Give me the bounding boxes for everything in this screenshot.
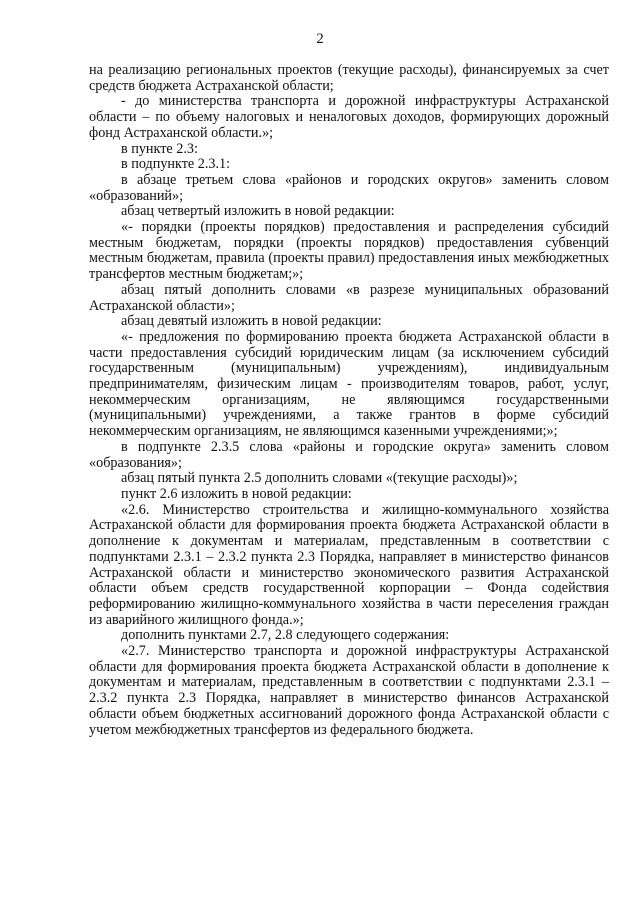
paragraph: абзац пятый дополнить словами «в разрезе муниципальных образований Астраханской области»; [89, 281, 609, 314]
paragraph: «2.7. Министерство транспорта и дорожной инфраструктуры Астраханской области для формирования проекта бюджета Астраханской области в дополнение к документам и материалам, представленным в соответствии с подпунктами 2.3.1 – 2.3.2 пункта 2.3 Порядка, направляет в министерство финансов Астраханской области объем бюджетных ассигнований дорожного фонда Астраханской области с учетом межбюджетных трансфертов из федерального бюджета. [89, 643, 609, 738]
paragraph: в пункте 2.3: [121, 140, 198, 157]
paragraph: в подпункте 2.3.5 слова «районы и городские округа» заменить словом «образования»; [89, 438, 609, 471]
paragraph: абзац четвертый изложить в новой редакции: [121, 203, 395, 220]
paragraph: «- порядки (проекты порядков) предоставления и распределения субсидий местным бюджетам, порядки (проекты порядков) предоставления субвенций местным бюджетам, правила (проекты правил) предоставления иных межбюджетных трансфертов местным бюджетам;»; [89, 219, 609, 283]
paragraph: абзац девятый изложить в новой редакции: [121, 313, 382, 330]
paragraph: на реализацию региональных проектов (текущие расходы), финансируемых за счет средств бюджета Астраханской области; [89, 62, 609, 94]
paragraph: пункт 2.6 изложить в новой редакции: [121, 485, 352, 502]
paragraph: «2.6. Министерство строительства и жилищно-коммунального хозяйства Астраханской области для формирования проекта бюджета Астраханской области в дополнение к документам и материалам, представленным в соответствии с подпунктами 2.3.1 – 2.3.2 пункта 2.3 Порядка, направляет в министерство финансов Астраханской области и министерство экономического развития Астраханской области объем средств государственной корпорации – Фонда содействия реформированию жилищно-коммунального хозяйства в части переселения граждан из аварийного жилищного фонда.»; [89, 501, 609, 628]
paragraph: в абзаце третьем слова «районов и городских округов» заменить словом «образований»; [89, 171, 609, 204]
document-body [89, 63, 609, 738]
paragraph: - до министерства транспорта и дорожной инфраструктуры Астраханской области – по объему налоговых и неналоговых доходов, формирующих дорожный фонд Астраханской области.»; [89, 93, 609, 141]
paragraph: дополнить пунктами 2.7, 2.8 следующего содержания: [121, 627, 450, 644]
paragraph: в подпункте 2.3.1: [121, 156, 231, 173]
paragraph: абзац пятый пункта 2.5 дополнить словами «(текущие расходы)»; [121, 470, 518, 487]
page-number: 2 [316, 31, 324, 47]
paragraph: «- предложения по формированию проекта бюджета Астраханской области в части предоставления субсидий юридическим лицам (за исключением субсидий государственным (муниципальным) учреждениям), индивидуальным предпринимателям, физическим лицам - производителям товаров, работ, услуг, некоммерческим организациям, не являющимся государственными (муниципальными) учреждениями, а также грантов в форме субсидий некоммерческим организациям, не являющимся казенными учреждениями;»; [89, 328, 609, 440]
